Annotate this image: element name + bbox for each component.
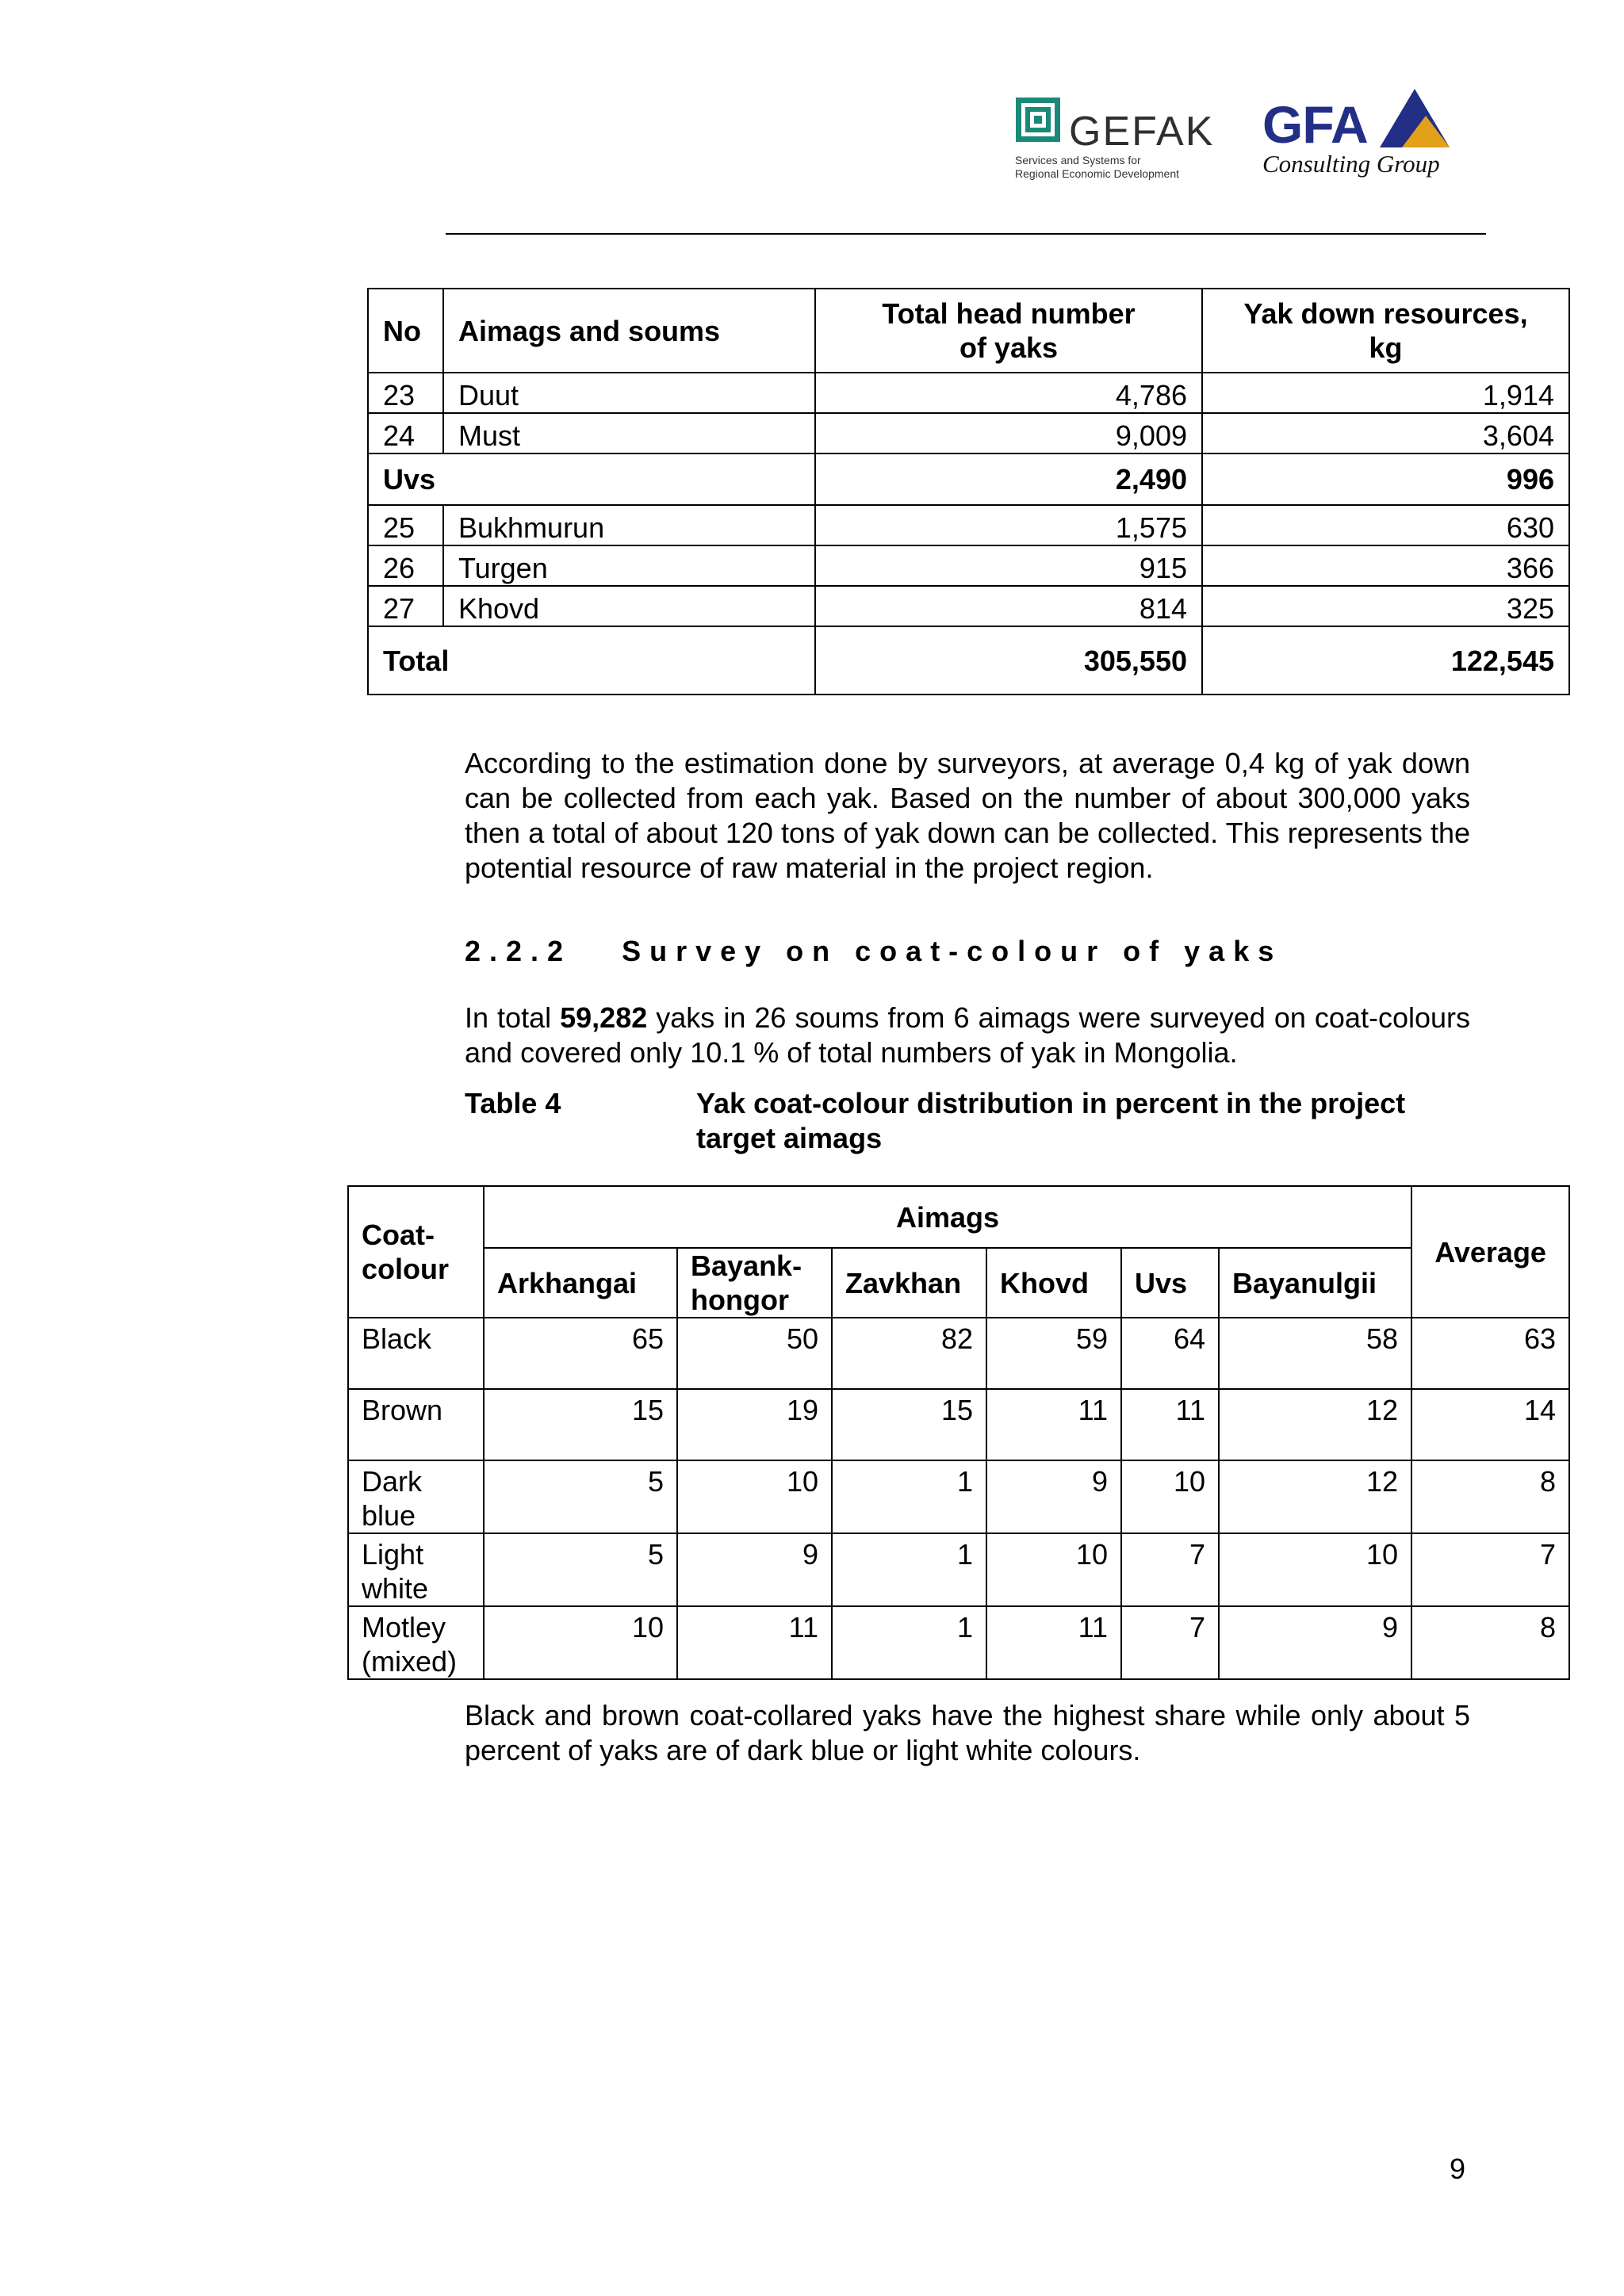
cell-soum: Khovd xyxy=(443,586,815,626)
cell-colour xyxy=(348,1318,484,1389)
header-average: Average xyxy=(1411,1186,1569,1318)
cell-soum: Must xyxy=(443,413,815,453)
cell-percent: 58 xyxy=(1219,1318,1411,1389)
header-aimags: Aimags xyxy=(484,1186,1411,1248)
para2-prefix: In total xyxy=(465,1001,561,1034)
cell-percent: 10 xyxy=(986,1533,1121,1606)
table-row xyxy=(348,1533,1569,1606)
colour-colour-line1: Brown xyxy=(362,1394,443,1426)
cell-percent: 10 xyxy=(1219,1533,1411,1606)
cell-down: 1,914 xyxy=(1202,373,1569,413)
cell-percent: 7 xyxy=(1121,1606,1219,1679)
cell-no: 27 xyxy=(368,586,443,626)
header-aimag: Bayanulgii xyxy=(1219,1248,1411,1318)
header-total-line1: Total head number xyxy=(882,297,1136,330)
cell-down: 996 xyxy=(1202,453,1569,505)
cell-percent: 9 xyxy=(677,1533,832,1606)
cell-soum: Duut xyxy=(443,373,815,413)
cell-average: 8 xyxy=(1411,1460,1569,1533)
cell-percent: 5 xyxy=(484,1460,677,1533)
header-yak-down-resources xyxy=(1202,289,1569,373)
table-row xyxy=(348,1389,1569,1460)
colour-colour-line2: (mixed) xyxy=(362,1645,458,1678)
body-paragraph: According to the estimation done by surveyors, at average 0,4 kg of yak down can be collected from each yak. Based on the number of about 300,000 yaks then a total of about 120 tons of yak down can be collected. This represents the potential resource of raw material in the project region. xyxy=(465,747,1470,884)
cell-total-label: Total xyxy=(368,626,815,695)
section-title: Survey on coat-colour of yaks xyxy=(622,935,1283,967)
cell-percent: 11 xyxy=(677,1606,832,1679)
cell-heads: 4,786 xyxy=(815,373,1202,413)
cell-percent: 10 xyxy=(484,1606,677,1679)
cell-heads: 1,575 xyxy=(815,505,1202,545)
cell-heads: 2,490 xyxy=(815,453,1202,505)
gefak-logo xyxy=(1015,97,1223,186)
header-coat-line1: Coat- xyxy=(362,1219,435,1251)
cell-percent: 9 xyxy=(986,1460,1121,1533)
cell-no: 25 xyxy=(368,505,443,545)
cell-heads: 9,009 xyxy=(815,413,1202,453)
cell-percent: 12 xyxy=(1219,1389,1411,1460)
colour-colour-line1: Dark xyxy=(362,1465,423,1498)
table-row xyxy=(348,1460,1569,1533)
header-aimag: Zavkhan xyxy=(832,1248,986,1318)
header-total-head-number xyxy=(815,289,1202,373)
cell-average: 8 xyxy=(1411,1606,1569,1679)
coat-colour-table-body xyxy=(348,1318,1569,1679)
header-coat-line2: colour xyxy=(362,1253,450,1285)
cell-percent: 1 xyxy=(832,1606,986,1679)
table-header-row xyxy=(368,289,1569,373)
cell-percent: 12 xyxy=(1219,1460,1411,1533)
table-row xyxy=(368,586,1569,626)
table-row xyxy=(368,373,1569,413)
cell-percent: 1 xyxy=(832,1460,986,1533)
colour-colour-line1: Motley xyxy=(362,1611,446,1644)
cell-down: 366 xyxy=(1202,545,1569,586)
cell-percent: 10 xyxy=(677,1460,832,1533)
cell-percent: 65 xyxy=(484,1318,677,1389)
cell-average: 7 xyxy=(1411,1533,1569,1606)
cell-soum: Turgen xyxy=(443,545,815,586)
colour-colour-line1: Black xyxy=(362,1322,432,1355)
section-heading xyxy=(465,934,1282,969)
gefak-emblem-icon xyxy=(1015,97,1061,143)
table-caption-label: Table 4 xyxy=(465,1087,561,1119)
gfa-name: GFA xyxy=(1262,95,1368,154)
cell-colour xyxy=(348,1606,484,1679)
header-aimag: Arkhangai xyxy=(484,1248,677,1318)
cell-percent: 19 xyxy=(677,1389,832,1460)
para2-suffix: yaks in 26 soums from 6 aimags were surveyed on coat-colours and covered only 10.1 % of total numbers of yak in Mongolia. xyxy=(465,1001,1470,1069)
body-paragraph: Black and brown coat-collared yaks have the highest share while only about 5 percent of yaks are of dark blue or light white colours. xyxy=(465,1699,1470,1766)
cell-percent: 7 xyxy=(1121,1533,1219,1606)
table-subheader-row xyxy=(348,1248,1569,1318)
cell-percent: 15 xyxy=(832,1389,986,1460)
table-row xyxy=(368,505,1569,545)
cell-percent: 11 xyxy=(986,1606,1121,1679)
cell-percent: 82 xyxy=(832,1318,986,1389)
para2-bold-count: 59,282 xyxy=(560,1001,648,1034)
colour-colour-line2: white xyxy=(362,1572,429,1605)
cell-heads: 915 xyxy=(815,545,1202,586)
page-number: 9 xyxy=(1450,2152,1466,2185)
header-total-line2: of yaks xyxy=(959,331,1059,364)
gfa-triangle-icon xyxy=(1380,89,1450,147)
header-aimags-and-soums: Aimags and soums xyxy=(443,289,815,373)
total-row xyxy=(368,626,1569,695)
table-row xyxy=(348,1606,1569,1679)
cell-percent: 10 xyxy=(1121,1460,1219,1533)
gefak-tagline-line1: Services and Systems for xyxy=(1015,154,1141,166)
cell-colour xyxy=(348,1389,484,1460)
gefak-name: GEFAK xyxy=(1069,109,1215,155)
gfa-logo xyxy=(1261,86,1459,185)
colour-colour-line2: blue xyxy=(362,1499,416,1532)
header-coat-colour xyxy=(348,1186,484,1318)
gfa-tagline: Consulting Group xyxy=(1262,150,1440,178)
cell-soum: Bukhmurun xyxy=(443,505,815,545)
table-row xyxy=(348,1318,1569,1389)
gefak-tagline xyxy=(1015,154,1179,181)
cell-down: 3,604 xyxy=(1202,413,1569,453)
cell-percent: 11 xyxy=(1121,1389,1219,1460)
gefak-tagline-line2: Regional Economic Development xyxy=(1015,167,1179,180)
cell-percent: 5 xyxy=(484,1533,677,1606)
cell-no: 26 xyxy=(368,545,443,586)
cell-percent: 9 xyxy=(1219,1606,1411,1679)
cell-down: 325 xyxy=(1202,586,1569,626)
cell-percent: 59 xyxy=(986,1318,1121,1389)
cell-average: 63 xyxy=(1411,1318,1569,1389)
header-down-line1: Yak down resources, xyxy=(1243,297,1528,330)
coat-colour-table xyxy=(347,1185,1570,1680)
cell-aimag: Uvs xyxy=(368,453,815,505)
table-header-row xyxy=(348,1186,1569,1248)
yak-down-table xyxy=(367,288,1570,695)
colour-colour-line1: Light xyxy=(362,1538,424,1571)
cell-no: 24 xyxy=(368,413,443,453)
header-no: No xyxy=(368,289,443,373)
header-aimag: Khovd xyxy=(986,1248,1121,1318)
cell-down: 630 xyxy=(1202,505,1569,545)
cell-average: 14 xyxy=(1411,1389,1569,1460)
section-number: 2.2.2 xyxy=(465,935,573,967)
cell-percent: 1 xyxy=(832,1533,986,1606)
table-row xyxy=(368,413,1569,453)
table-row xyxy=(368,545,1569,586)
cell-heads: 814 xyxy=(815,586,1202,626)
cell-total-heads: 305,550 xyxy=(815,626,1202,695)
header-rule xyxy=(446,233,1486,235)
header-down-line2: kg xyxy=(1369,331,1403,364)
body-paragraph xyxy=(465,1001,1470,1070)
cell-percent: 11 xyxy=(986,1389,1121,1460)
cell-percent: 50 xyxy=(677,1318,832,1389)
cell-total-down: 122,545 xyxy=(1202,626,1569,695)
cell-colour xyxy=(348,1533,484,1606)
header-aimag: Bayank-hongor xyxy=(677,1248,832,1318)
header-aimag: Uvs xyxy=(1121,1248,1219,1318)
cell-colour xyxy=(348,1460,484,1533)
cell-percent: 64 xyxy=(1121,1318,1219,1389)
cell-no: 23 xyxy=(368,373,443,413)
table-caption-title: Yak coat-colour distribution in percent in the project target aimags xyxy=(696,1087,1406,1154)
aimag-subtotal-row xyxy=(368,453,1569,505)
cell-percent: 15 xyxy=(484,1389,677,1460)
